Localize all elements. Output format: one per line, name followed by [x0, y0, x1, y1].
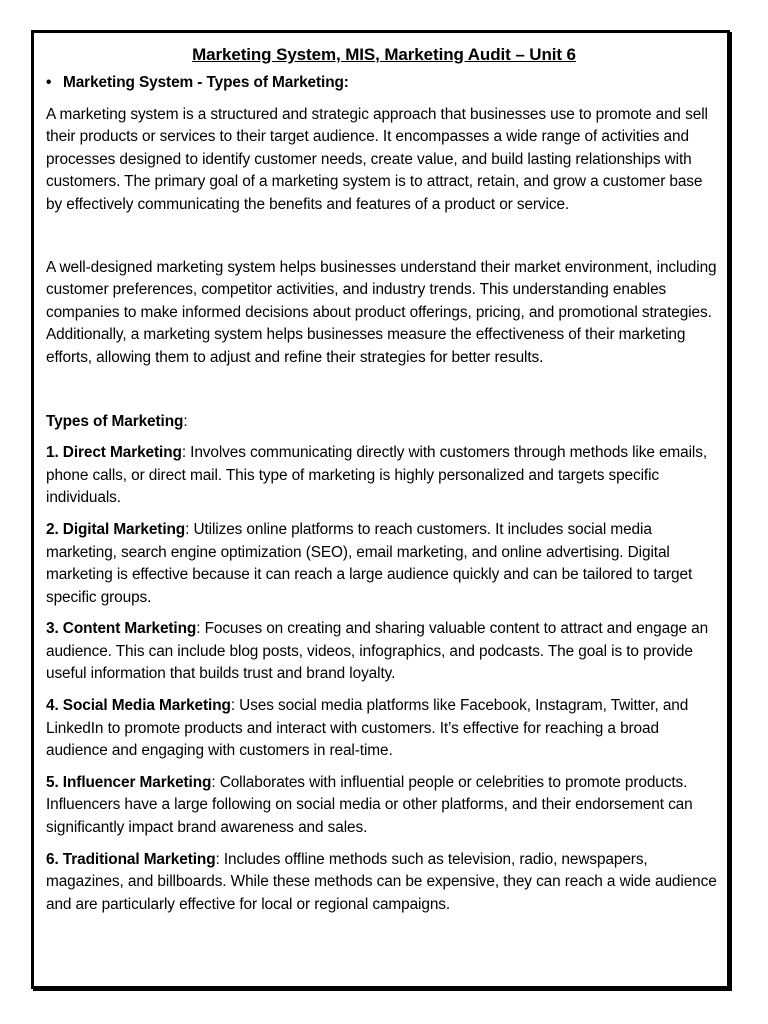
document-body	[46, 42, 722, 925]
type-name: 2. Digital Marketing	[46, 520, 186, 538]
type-name: 5. Influencer Marketing	[46, 773, 212, 791]
type-description: : Collaborates with influential people or celebrities to promote products. Influencers have a large following on social media or other platforms, and their endorsement can significantly impact brand awareness and sales.	[46, 773, 693, 837]
type-description: : Uses social media platforms like Facebook, Instagram, Twitter, and LinkedIn to promote products and interact with customers. It’s effective for reaching a broad audience and engaging with customers in real-time.	[46, 697, 689, 760]
type-description: : Involves communicating directly with customers through methods like emails, phone calls, or direct mail. This type of marketing is highly personalized and targets specific individuals.	[46, 444, 708, 507]
list-item	[46, 695, 722, 763]
section-heading-text: Marketing System - Types of Marketing:	[63, 74, 349, 91]
list-item	[46, 849, 722, 917]
intro-paragraph: A marketing system is a structured and strategic approach that businesses use to promote and sell their products or services to their target audience. It encompasses a wide range of activities and processes designed to identify customer needs, create value, and build lasting relationships with customers. The primary goal of a marketing system is to attract, retain, and grow a customer base by effectively communicating the benefits and features of a product or service.	[46, 105, 708, 213]
document-title: Marketing System, MIS, Marketing Audit – Unit 6	[192, 45, 576, 64]
types-heading-text: Types of Marketing	[46, 412, 184, 430]
list-item	[46, 618, 722, 686]
second-paragraph: A well-designed marketing system helps businesses understand their market environment, including customer preferences, competitor activities, and industry trends. This understanding enables companies to make informed decisions about product offerings, pricing, and promotional strategies. Additionally, a marketing system helps businesses measure the effectiveness of their marketing efforts, allowing them to adjust and refine their strategies for better results.	[46, 258, 717, 366]
type-description: : Utilizes online platforms to reach customers. It includes social media marketing, search engine optimization (SEO), email marketing, and online advertising. Digital marketing is effective because it can reach a large audience quickly and can be tailored to target specific groups.	[46, 520, 693, 606]
type-name: 3. Content Marketing	[46, 620, 197, 638]
list-item	[46, 519, 722, 609]
types-heading	[46, 411, 722, 434]
types-heading-colon: :	[183, 412, 188, 430]
bullet-icon: •	[46, 74, 52, 91]
list-item	[46, 442, 722, 510]
type-name: 6. Traditional Marketing	[46, 850, 216, 868]
type-name: 1. Direct Marketing	[46, 444, 182, 462]
type-description: : Includes offline methods such as television, radio, newspapers, magazines, and billboards. While these methods can be expensive, they can reach a wide audience and are particularly effective for local or regional campaigns.	[46, 850, 717, 913]
type-description: : Focuses on creating and sharing valuable content to attract and engage an audience. This can include blog posts, videos, infographics, and podcasts. The goal is to provide useful information that builds trust and brand loyalty.	[46, 620, 709, 683]
type-name: 4. Social Media Marketing	[46, 697, 231, 715]
list-item	[46, 772, 722, 840]
section-heading	[46, 72, 722, 95]
